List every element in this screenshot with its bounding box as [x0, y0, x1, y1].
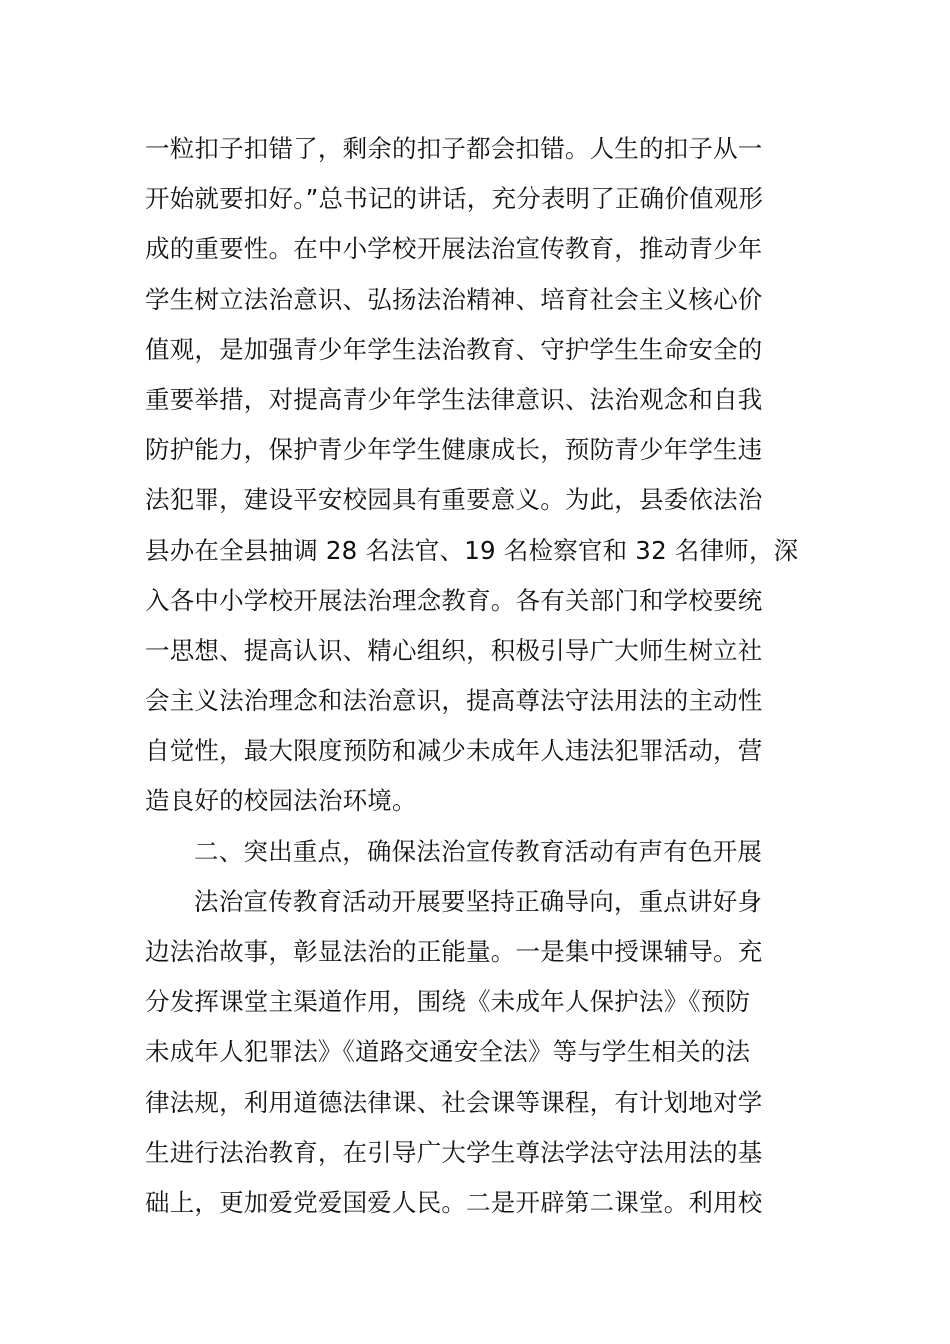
text-line: 开始就要扣好。”总书记的讲话，充分表明了正确价值观形	[145, 184, 764, 214]
text-line: 入各中小学校开展法治理念教育。各有关部门和学校要统	[145, 585, 763, 615]
section-heading: 二、突出重点，确保法治宣传教育活动有声有色开展	[194, 836, 763, 866]
text-line: 律法规，利用道德法律课、社会课等课程，有计划地对学	[145, 1087, 763, 1117]
text-line: 一粒扣子扣错了，剩余的扣子都会扣错。人生的扣子从一	[145, 134, 763, 163]
text-line: 重要举措，对提高青少年学生法律意识、法治观念和自我	[145, 384, 763, 414]
text-line: 未成年人犯罪法》《道路交通安全法》等与学生相关的法	[145, 1037, 751, 1067]
text-line: 成的重要性。在中小学校开展法治宣传教育，推动青少年	[145, 234, 763, 264]
text-line: 会主义法治理念和法治意识，提高尊法守法用法的主动性	[145, 686, 763, 716]
text-line: 法犯罪，建设平安校园具有重要意义。为此，县委依法治	[145, 485, 763, 515]
text-line: 学生树立法治意识、弘扬法治精神、培育社会主义核心价	[145, 284, 763, 314]
text-line: 分发挥课堂主渠道作用，围绕《未成年人保护法》《预防	[145, 987, 751, 1017]
body-text	[145, 124, 815, 1228]
text-line: 法治宣传教育活动开展要坚持正确导向，重点讲好身	[194, 886, 763, 916]
text-line: 自觉性，最大限度预防和减少未成年人违法犯罪活动，营	[145, 736, 763, 766]
text-line: 防护能力，保护青少年学生健康成长，预防青少年学生违	[145, 435, 763, 465]
text-line: 值观，是加强青少年学生法治教育、守护学生生命安全的	[145, 334, 763, 364]
text-line: 生进行法治教育，在引导广大学生尊法学法守法用法的基	[145, 1137, 763, 1167]
text-line: 造良好的校园法治环境。	[145, 786, 417, 816]
text-line: 础上，更加爱党爱国爱人民。二是开辟第二课堂。利用校	[145, 1187, 763, 1217]
text-line: 一思想、提高认识、精心组织，积极引导广大师生树立社	[145, 635, 763, 665]
text-line: 边法治故事，彰显法治的正能量。一是集中授课辅导。充	[145, 937, 763, 966]
text-line: 县办在全县抽调 28 名法官、19 名检察官和 32 名律师，深	[145, 535, 799, 565]
